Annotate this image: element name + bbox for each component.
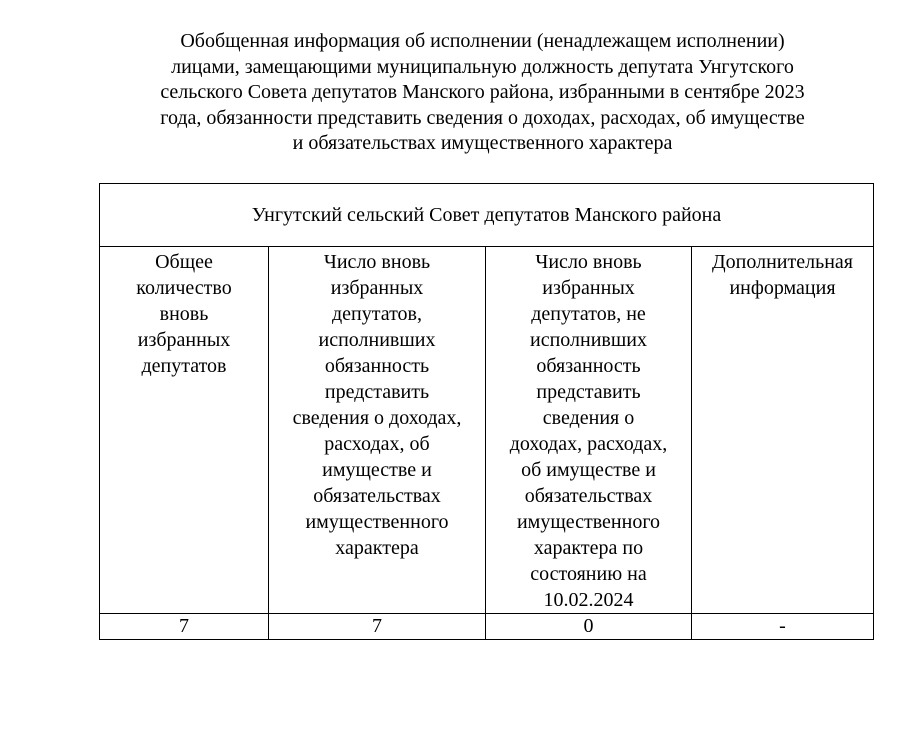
header-line: депутатов [141,355,227,377]
header-line: имуществе и [322,459,432,481]
header-line: исполнивших [318,329,436,351]
title-line: и обязательствах имущественного характера [292,132,673,155]
header-line: обязательствах [524,485,653,507]
header-line: обязанность [324,355,430,377]
header-line: представить [536,381,641,403]
document-title [95,29,870,157]
header-line: депутатов, не [531,303,646,325]
header-line: имущественного [305,511,449,533]
header-line: сведения о [542,407,635,429]
header-line: об имуществе и [521,459,656,481]
title-line: Обобщенная информация об исполнении (ненадлежащем исполнении) [180,30,785,52]
value-additional-info: - [692,614,874,640]
header-not-fulfilled [486,247,692,614]
organization-name: Унгутский сельский Совет депутатов Манского района [100,184,874,247]
header-line: характера [335,537,419,559]
header-line: вновь [159,303,209,325]
header-line: Общее [155,251,213,273]
header-line: количество [136,277,232,299]
header-additional-info [692,247,874,614]
value-total-elected: 7 [100,614,269,640]
header-line: состоянию на [530,563,647,585]
header-row [100,247,874,614]
value-fulfilled: 7 [269,614,486,640]
header-line: избранных [330,277,424,299]
organization-row [100,184,874,247]
header-line: исполнивших [530,329,647,351]
header-line: избранных [542,277,635,299]
header-fulfilled [269,247,486,614]
header-line: информация [729,277,836,299]
title-line: лицами, замещающими муниципальную должность депутата Унгутского [171,55,794,78]
header-line: расходах, об [324,433,430,455]
title-line: года, обязанности представить сведения о доходах, расходах, об имуществе [160,106,805,129]
header-line: обязательствах [313,485,441,507]
header-line: 10.02.2024 [543,589,634,611]
header-line: характера по [533,537,644,559]
value-not-fulfilled: 0 [486,614,692,640]
title-line: сельского Совета депутатов Манского района, избранными в сентябре 2023 [160,81,805,104]
header-line: имущественного [516,511,661,533]
header-line: избранных [137,329,231,351]
header-line: Дополнительная [712,251,853,273]
header-total-elected [100,247,269,614]
header-line: обязанность [536,355,641,377]
header-line: депутатов, [331,303,423,325]
header-line: сведения о доходах, [292,407,462,429]
info-table [99,183,874,640]
header-line: доходах, расходах, [509,433,668,455]
header-line: Число вновь [323,251,431,273]
values-row [100,614,874,640]
header-line: Число вновь [535,251,642,273]
header-line: представить [324,381,430,403]
